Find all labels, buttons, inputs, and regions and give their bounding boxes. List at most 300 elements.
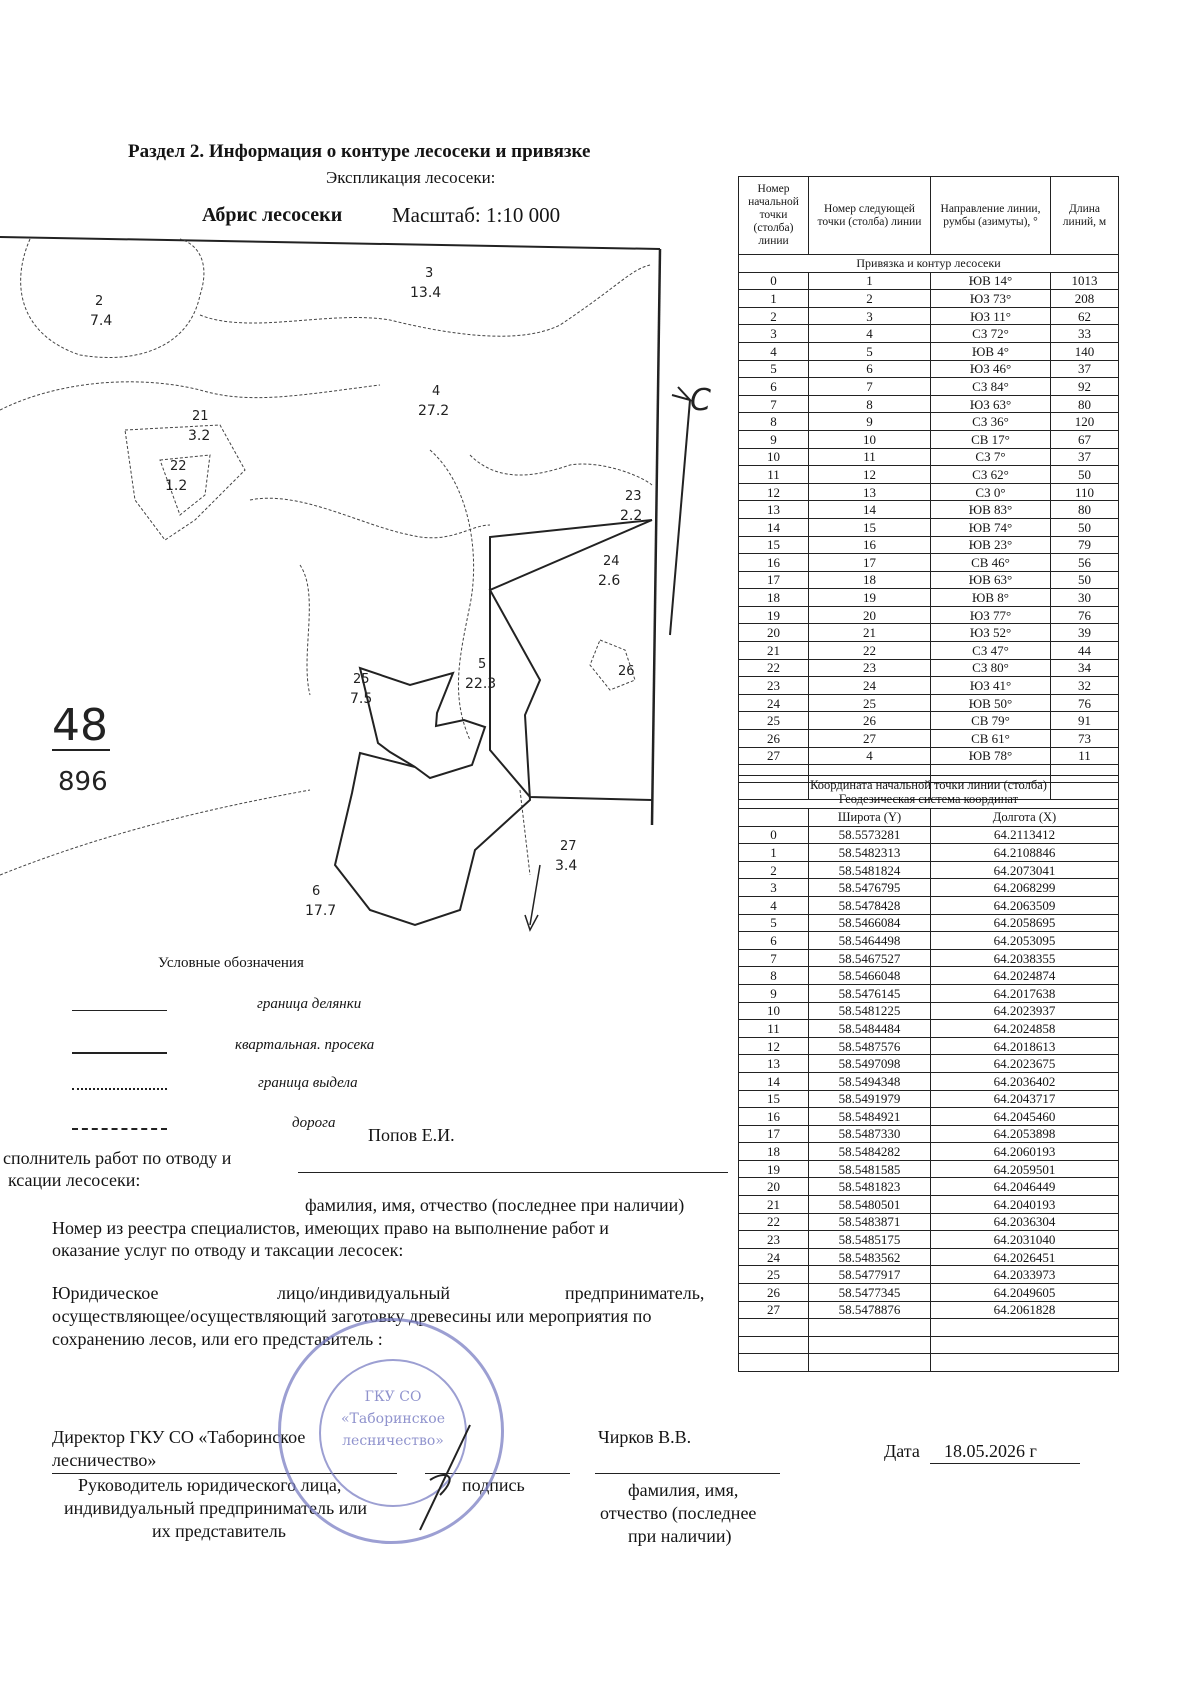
table-cell: СВ 46° bbox=[931, 554, 1051, 572]
table-row bbox=[739, 659, 1119, 677]
table-cell: 64.2063509 bbox=[931, 896, 1119, 914]
table-cell: 92 bbox=[1051, 378, 1119, 396]
table-cell: ЮЗ 77° bbox=[931, 606, 1051, 624]
compartment-boundary bbox=[0, 382, 380, 410]
date-label: Дата bbox=[884, 1441, 920, 1461]
table-cell: СЗ 84° bbox=[931, 378, 1051, 396]
table-cell: 32 bbox=[1051, 677, 1119, 695]
table-cell: 58.5481585 bbox=[809, 1160, 931, 1178]
fio-caption: отчество (последнее bbox=[600, 1503, 757, 1523]
table-cell: 58.5483562 bbox=[809, 1248, 931, 1266]
table-row bbox=[739, 325, 1119, 343]
table-cell: ЮЗ 52° bbox=[931, 624, 1051, 642]
executor-name: Попов Е.И. bbox=[368, 1125, 455, 1145]
quarter-clearing-right bbox=[652, 249, 660, 825]
table-cell: 11 bbox=[739, 1020, 809, 1038]
table-cell: 58.5487576 bbox=[809, 1037, 931, 1055]
handwritten-signature bbox=[400, 1420, 480, 1540]
table-cell: 64.2060193 bbox=[931, 1143, 1119, 1161]
head-label: Руководитель юридического лица, bbox=[78, 1475, 342, 1495]
tie-line bbox=[490, 520, 652, 800]
table-row bbox=[739, 413, 1119, 431]
table-cell: ЮЗ 41° bbox=[931, 677, 1051, 695]
table-row bbox=[739, 967, 1119, 985]
table-row bbox=[739, 896, 1119, 914]
table-cell: 58.5480501 bbox=[809, 1196, 931, 1214]
plot-number: 2 bbox=[95, 294, 104, 309]
plot-number: 23 bbox=[625, 489, 642, 504]
explication-table bbox=[738, 176, 1119, 800]
table-cell: ЮВ 23° bbox=[931, 536, 1051, 554]
explication-subtitle: Экспликация лесосеки: bbox=[326, 168, 496, 187]
legend-line-compartment-boundary bbox=[72, 1088, 167, 1090]
table-cell: 64.2053898 bbox=[931, 1125, 1119, 1143]
plot-number: 22 bbox=[170, 459, 187, 474]
fio-line bbox=[595, 1473, 780, 1474]
table-row bbox=[739, 360, 1119, 378]
table-row bbox=[739, 826, 1119, 844]
col-header: Длина линий, м bbox=[1051, 177, 1119, 255]
table-cell: 30 bbox=[1051, 589, 1119, 607]
plot-number: 27 bbox=[560, 839, 577, 854]
plot-area: 3.2 bbox=[188, 428, 211, 444]
table-cell: 24 bbox=[739, 694, 809, 712]
registry-label: Номер из реестра специалистов, имеющих право на выполнение работ и bbox=[52, 1218, 609, 1238]
table-cell: 58.5478876 bbox=[809, 1301, 931, 1319]
table-cell: 8 bbox=[809, 395, 931, 413]
table-cell: ЮВ 74° bbox=[931, 518, 1051, 536]
table-cell: 26 bbox=[739, 730, 809, 748]
table-cell: 15 bbox=[739, 1090, 809, 1108]
plot-number: 26 bbox=[618, 664, 635, 679]
table-row bbox=[739, 1266, 1119, 1284]
table-cell: 23 bbox=[809, 659, 931, 677]
table-cell: 64.2023937 bbox=[931, 1002, 1119, 1020]
table-cell: ЮВ 8° bbox=[931, 589, 1051, 607]
coords-title bbox=[739, 776, 1119, 809]
table-cell: 56 bbox=[1051, 554, 1119, 572]
north-arrow-head bbox=[672, 387, 690, 400]
table-cell: 91 bbox=[1051, 712, 1119, 730]
table-cell: 5 bbox=[739, 360, 809, 378]
quarter-clearing-top bbox=[0, 237, 660, 249]
table-row bbox=[739, 677, 1119, 695]
table-row-empty bbox=[739, 1354, 1119, 1372]
table-row bbox=[739, 554, 1119, 572]
director-name: Чирков В.В. bbox=[598, 1427, 692, 1447]
table-row bbox=[739, 589, 1119, 607]
north-arrow bbox=[670, 400, 690, 635]
table-cell: 7 bbox=[809, 378, 931, 396]
table-cell: СВ 17° bbox=[931, 430, 1051, 448]
table-cell: 58.5466084 bbox=[809, 914, 931, 932]
table-row bbox=[739, 430, 1119, 448]
table-cell: 64.2043717 bbox=[931, 1090, 1119, 1108]
table-row bbox=[739, 1125, 1119, 1143]
coords-col-lon: Долгота (X) bbox=[931, 809, 1119, 827]
table-cell: 58.5478428 bbox=[809, 896, 931, 914]
table-cell: ЮЗ 11° bbox=[931, 307, 1051, 325]
plot-number: 24 bbox=[603, 554, 620, 569]
table-cell: 58.5476145 bbox=[809, 984, 931, 1002]
table-cell: 80 bbox=[1051, 501, 1119, 519]
tie-arrow bbox=[530, 865, 540, 925]
table-row bbox=[739, 290, 1119, 308]
legal-entity-label: сохранению лесов, или его представитель : bbox=[52, 1329, 383, 1349]
table-row bbox=[739, 932, 1119, 950]
plot-area: 13.4 bbox=[410, 285, 442, 301]
table-cell: 2 bbox=[739, 307, 809, 325]
table-cell: 0 bbox=[739, 826, 809, 844]
table-cell: 58.5477917 bbox=[809, 1266, 931, 1284]
table-cell: 73 bbox=[1051, 730, 1119, 748]
table-cell: 25 bbox=[739, 712, 809, 730]
date-line bbox=[930, 1463, 1080, 1464]
table-cell: 34 bbox=[1051, 659, 1119, 677]
table-row bbox=[739, 747, 1119, 765]
table-cell: 9 bbox=[739, 984, 809, 1002]
table-cell: 18 bbox=[739, 1143, 809, 1161]
table-cell: 25 bbox=[809, 694, 931, 712]
table-cell: 21 bbox=[739, 1196, 809, 1214]
legend-title: Условные обозначения bbox=[158, 955, 304, 971]
plot-area: 2.6 bbox=[598, 573, 621, 589]
table-cell: 58.5481225 bbox=[809, 1002, 931, 1020]
table-cell: 23 bbox=[739, 1231, 809, 1249]
table-row bbox=[739, 730, 1119, 748]
director-label: Директор ГКУ СО «Таборинское bbox=[52, 1427, 306, 1447]
table-cell: СВ 61° bbox=[931, 730, 1051, 748]
table-cell: ЮВ 78° bbox=[931, 747, 1051, 765]
table-cell: 8 bbox=[739, 413, 809, 431]
table-cell: 6 bbox=[809, 360, 931, 378]
table-cell: ЮЗ 73° bbox=[931, 290, 1051, 308]
table-cell: 58.5476795 bbox=[809, 879, 931, 897]
table-cell: 80 bbox=[1051, 395, 1119, 413]
table-cell: 50 bbox=[1051, 518, 1119, 536]
table-cell: 64.2017638 bbox=[931, 984, 1119, 1002]
table-cell: 50 bbox=[1051, 466, 1119, 484]
table-cell: ЮВ 14° bbox=[931, 272, 1051, 290]
table-cell: 39 bbox=[1051, 624, 1119, 642]
table-cell: 1 bbox=[809, 272, 931, 290]
table-cell: 64.2046449 bbox=[931, 1178, 1119, 1196]
plot-number: 3 bbox=[425, 266, 434, 281]
table-row bbox=[739, 879, 1119, 897]
table-cell: 12 bbox=[739, 483, 809, 501]
table-cell: 20 bbox=[739, 1178, 809, 1196]
table-cell: 1 bbox=[739, 290, 809, 308]
table-row bbox=[739, 712, 1119, 730]
scale-label: Масштаб: 1:10 000 bbox=[392, 203, 561, 227]
table-cell: 64.2024874 bbox=[931, 967, 1119, 985]
section-title: Раздел 2. Информация о контуре лесосеки и привязке bbox=[128, 141, 591, 162]
table-cell: 50 bbox=[1051, 571, 1119, 589]
table-cell: 9 bbox=[739, 430, 809, 448]
table-row bbox=[739, 1284, 1119, 1302]
table-cell: 3 bbox=[809, 307, 931, 325]
table-cell: 26 bbox=[809, 712, 931, 730]
table-cell: 24 bbox=[739, 1248, 809, 1266]
table-row bbox=[739, 1178, 1119, 1196]
table-cell: 64.2058695 bbox=[931, 914, 1119, 932]
table-cell: 64.2031040 bbox=[931, 1231, 1119, 1249]
executor-label: сполнитель работ по отводу и bbox=[3, 1148, 232, 1168]
table-cell: СЗ 72° bbox=[931, 325, 1051, 343]
table-cell: 58.5481824 bbox=[809, 861, 931, 879]
table-cell: 11 bbox=[739, 466, 809, 484]
table-cell: 4 bbox=[809, 325, 931, 343]
table-row bbox=[739, 861, 1119, 879]
table-row bbox=[739, 448, 1119, 466]
col-header: Номер начальной точки (столба) линии bbox=[739, 177, 809, 255]
table-cell: 13 bbox=[739, 1055, 809, 1073]
table-row bbox=[739, 536, 1119, 554]
table-cell: 16 bbox=[739, 1108, 809, 1126]
table-cell: 64.2040193 bbox=[931, 1196, 1119, 1214]
compartment-boundary bbox=[470, 455, 652, 485]
table-cell: 22 bbox=[739, 1213, 809, 1231]
table-cell: 64.2049605 bbox=[931, 1284, 1119, 1302]
table-cell: 14 bbox=[739, 518, 809, 536]
table-cell: СЗ 7° bbox=[931, 448, 1051, 466]
executor-label: ксации лесосеки: bbox=[8, 1170, 141, 1190]
table-cell: 17 bbox=[739, 571, 809, 589]
table-cell: 64.2024858 bbox=[931, 1020, 1119, 1038]
table-row bbox=[739, 395, 1119, 413]
table-cell: 15 bbox=[809, 518, 931, 536]
table-cell: 64.2026451 bbox=[931, 1248, 1119, 1266]
table-row bbox=[739, 378, 1119, 396]
plot-area: 3.4 bbox=[555, 858, 578, 874]
table-cell: 13 bbox=[809, 483, 931, 501]
table-cell: 22 bbox=[809, 642, 931, 660]
table-cell: 79 bbox=[1051, 536, 1119, 554]
table-row bbox=[739, 1301, 1119, 1319]
table-cell: 58.5467527 bbox=[809, 949, 931, 967]
table-row-empty bbox=[739, 1319, 1119, 1337]
quarter-number: 48 bbox=[52, 700, 108, 751]
table-row bbox=[739, 1231, 1119, 1249]
legend-item-compartment-boundary: граница выдела bbox=[258, 1075, 358, 1091]
table-cell: 58.5494348 bbox=[809, 1072, 931, 1090]
table-cell: 22 bbox=[739, 659, 809, 677]
coordinates-table bbox=[738, 775, 1119, 1372]
table-cell: 19 bbox=[739, 606, 809, 624]
table-row bbox=[739, 342, 1119, 360]
col-header: Номер следующей точки (столба) линии bbox=[809, 177, 931, 255]
compass-north-label: С bbox=[690, 383, 711, 418]
plot-area: 22.3 bbox=[465, 676, 497, 692]
stamp-text: лесничество» bbox=[342, 1433, 444, 1449]
plot-area: 7.4 bbox=[90, 313, 113, 329]
table-cell: 58.5477345 bbox=[809, 1284, 931, 1302]
plot-number: 6 bbox=[312, 884, 321, 899]
table-cell: 18 bbox=[739, 589, 809, 607]
table-row bbox=[739, 1055, 1119, 1073]
plot-area: 2.2 bbox=[620, 508, 643, 524]
table-cell: 16 bbox=[809, 536, 931, 554]
table-cell: 11 bbox=[809, 448, 931, 466]
table-row bbox=[739, 606, 1119, 624]
compartment-boundary bbox=[21, 239, 204, 358]
legend-line-plot-boundary bbox=[72, 1010, 167, 1011]
table-cell: 19 bbox=[739, 1160, 809, 1178]
table-cell: 4 bbox=[739, 896, 809, 914]
table-cell: 62 bbox=[1051, 307, 1119, 325]
table-cell: 1013 bbox=[1051, 272, 1119, 290]
table-cell: ЮВ 50° bbox=[931, 694, 1051, 712]
table-cell: 76 bbox=[1051, 694, 1119, 712]
legend-item-plot-boundary: граница делянки bbox=[257, 996, 362, 1012]
legend-item-road: дорога bbox=[292, 1115, 336, 1131]
table-cell: ЮЗ 63° bbox=[931, 395, 1051, 413]
table-row bbox=[739, 571, 1119, 589]
table-row bbox=[739, 642, 1119, 660]
table-cell: 64.2053095 bbox=[931, 932, 1119, 950]
table-cell: 64.2036402 bbox=[931, 1072, 1119, 1090]
table-cell: 67 bbox=[1051, 430, 1119, 448]
table-cell: 14 bbox=[809, 501, 931, 519]
table-cell: ЮВ 63° bbox=[931, 571, 1051, 589]
compartment-boundary bbox=[520, 790, 530, 875]
table-cell: 2 bbox=[809, 290, 931, 308]
table-cell: 6 bbox=[739, 932, 809, 950]
table-cell: 64.2036304 bbox=[931, 1213, 1119, 1231]
table-cell: 58.5573281 bbox=[809, 826, 931, 844]
compartment-boundary bbox=[430, 450, 474, 740]
table-cell: 17 bbox=[809, 554, 931, 572]
table-cell: 58.5497098 bbox=[809, 1055, 931, 1073]
table-cell: 21 bbox=[809, 624, 931, 642]
table-cell: 37 bbox=[1051, 448, 1119, 466]
table-cell: 64.2061828 bbox=[931, 1301, 1119, 1319]
table-cell: 64.2018613 bbox=[931, 1037, 1119, 1055]
plot-number: 5 bbox=[478, 657, 487, 672]
table-cell: 5 bbox=[739, 914, 809, 932]
abris-label: Абрис лесосеки bbox=[202, 204, 343, 226]
table-cell: 11 bbox=[1051, 747, 1119, 765]
table-cell: 4 bbox=[739, 342, 809, 360]
table-cell: СЗ 36° bbox=[931, 413, 1051, 431]
table-cell: 26 bbox=[739, 1284, 809, 1302]
plot-area: 7.5 bbox=[350, 691, 373, 707]
table-cell: ЮЗ 46° bbox=[931, 360, 1051, 378]
table-row bbox=[739, 307, 1119, 325]
plot-number: 21 bbox=[192, 409, 209, 424]
fio-caption: фамилия, имя, отчество (последнее при наличии) bbox=[305, 1195, 685, 1215]
compartment-boundary bbox=[250, 498, 490, 538]
plot-sketch-map bbox=[0, 225, 735, 950]
plot-number: 25 bbox=[353, 672, 370, 687]
table-cell: 25 bbox=[739, 1266, 809, 1284]
fio-caption: при наличии) bbox=[628, 1526, 732, 1546]
table-cell: 58.5464498 bbox=[809, 932, 931, 950]
table-cell: 20 bbox=[809, 606, 931, 624]
table-cell: 64.2068299 bbox=[931, 879, 1119, 897]
coords-title-line: Геодезическая система координат bbox=[838, 792, 1019, 806]
table-row bbox=[739, 949, 1119, 967]
table-row bbox=[739, 1072, 1119, 1090]
stamp-text: «Таборинское bbox=[340, 1411, 446, 1427]
table-cell: 3 bbox=[739, 879, 809, 897]
table-row bbox=[739, 272, 1119, 290]
table-cell: 19 bbox=[809, 589, 931, 607]
table-cell: 58.5484484 bbox=[809, 1020, 931, 1038]
table-cell: 58.5484282 bbox=[809, 1143, 931, 1161]
table-cell: 64.2045460 bbox=[931, 1108, 1119, 1126]
table-cell: 12 bbox=[809, 466, 931, 484]
table-cell: 120 bbox=[1051, 413, 1119, 431]
stamp-text: ГКУ СО bbox=[364, 1389, 422, 1405]
table-cell: 1 bbox=[739, 844, 809, 862]
table-cell: 10 bbox=[809, 430, 931, 448]
signature-caption: подпись bbox=[462, 1475, 525, 1495]
table-cell: 12 bbox=[739, 1037, 809, 1055]
table-cell: 58.5482313 bbox=[809, 844, 931, 862]
table-cell: 16 bbox=[739, 554, 809, 572]
table-cell: 14 bbox=[739, 1072, 809, 1090]
legal-entity-label: лицо/индивидуальный bbox=[277, 1283, 451, 1303]
table-cell: 18 bbox=[809, 571, 931, 589]
table-cell: 37 bbox=[1051, 360, 1119, 378]
table-cell: 27 bbox=[809, 730, 931, 748]
table-cell: 27 bbox=[739, 1301, 809, 1319]
table-cell: 7 bbox=[739, 949, 809, 967]
table-row bbox=[739, 844, 1119, 862]
table-row bbox=[739, 914, 1119, 932]
table-row bbox=[739, 518, 1119, 536]
table-cell: 58.5483871 bbox=[809, 1213, 931, 1231]
table-cell: СЗ 62° bbox=[931, 466, 1051, 484]
table-cell: 2 bbox=[739, 861, 809, 879]
table-row bbox=[739, 984, 1119, 1002]
table-cell: 58.5481823 bbox=[809, 1178, 931, 1196]
compartment-boundary bbox=[0, 790, 310, 875]
table-row bbox=[739, 1090, 1119, 1108]
table-cell: 5 bbox=[809, 342, 931, 360]
table-cell: 140 bbox=[1051, 342, 1119, 360]
table-cell: 64.2038355 bbox=[931, 949, 1119, 967]
table-row bbox=[739, 501, 1119, 519]
legend-line-road bbox=[72, 1128, 167, 1130]
col-header: Направление линии, румбы (азимуты), ° bbox=[931, 177, 1051, 255]
table-row bbox=[739, 1160, 1119, 1178]
plot-area: 17.7 bbox=[305, 903, 337, 919]
table-cell: 110 bbox=[1051, 483, 1119, 501]
table-cell: 17 bbox=[739, 1125, 809, 1143]
table-cell: 10 bbox=[739, 448, 809, 466]
table-cell: 58.5484921 bbox=[809, 1108, 931, 1126]
table-cell: 208 bbox=[1051, 290, 1119, 308]
table-cell: 4 bbox=[809, 747, 931, 765]
table-row bbox=[739, 466, 1119, 484]
legal-entity-label: осуществляющее/осуществляющий заготовку древесины или мероприятия по bbox=[52, 1306, 652, 1326]
table-cell: 6 bbox=[739, 378, 809, 396]
table-row bbox=[739, 1143, 1119, 1161]
table-cell: 27 bbox=[739, 747, 809, 765]
head-label: индивидуальный предприниматель или bbox=[64, 1498, 367, 1518]
table-cell: 13 bbox=[739, 501, 809, 519]
plot-area: 1.2 bbox=[165, 478, 188, 494]
table-row bbox=[739, 694, 1119, 712]
table-cell: 58.5466048 bbox=[809, 967, 931, 985]
table-cell: 33 bbox=[1051, 325, 1119, 343]
fio-caption: фамилия, имя, bbox=[628, 1480, 739, 1500]
plot-area: 27.2 bbox=[418, 403, 450, 419]
table-cell: 58.5491979 bbox=[809, 1090, 931, 1108]
table-cell: 8 bbox=[739, 967, 809, 985]
